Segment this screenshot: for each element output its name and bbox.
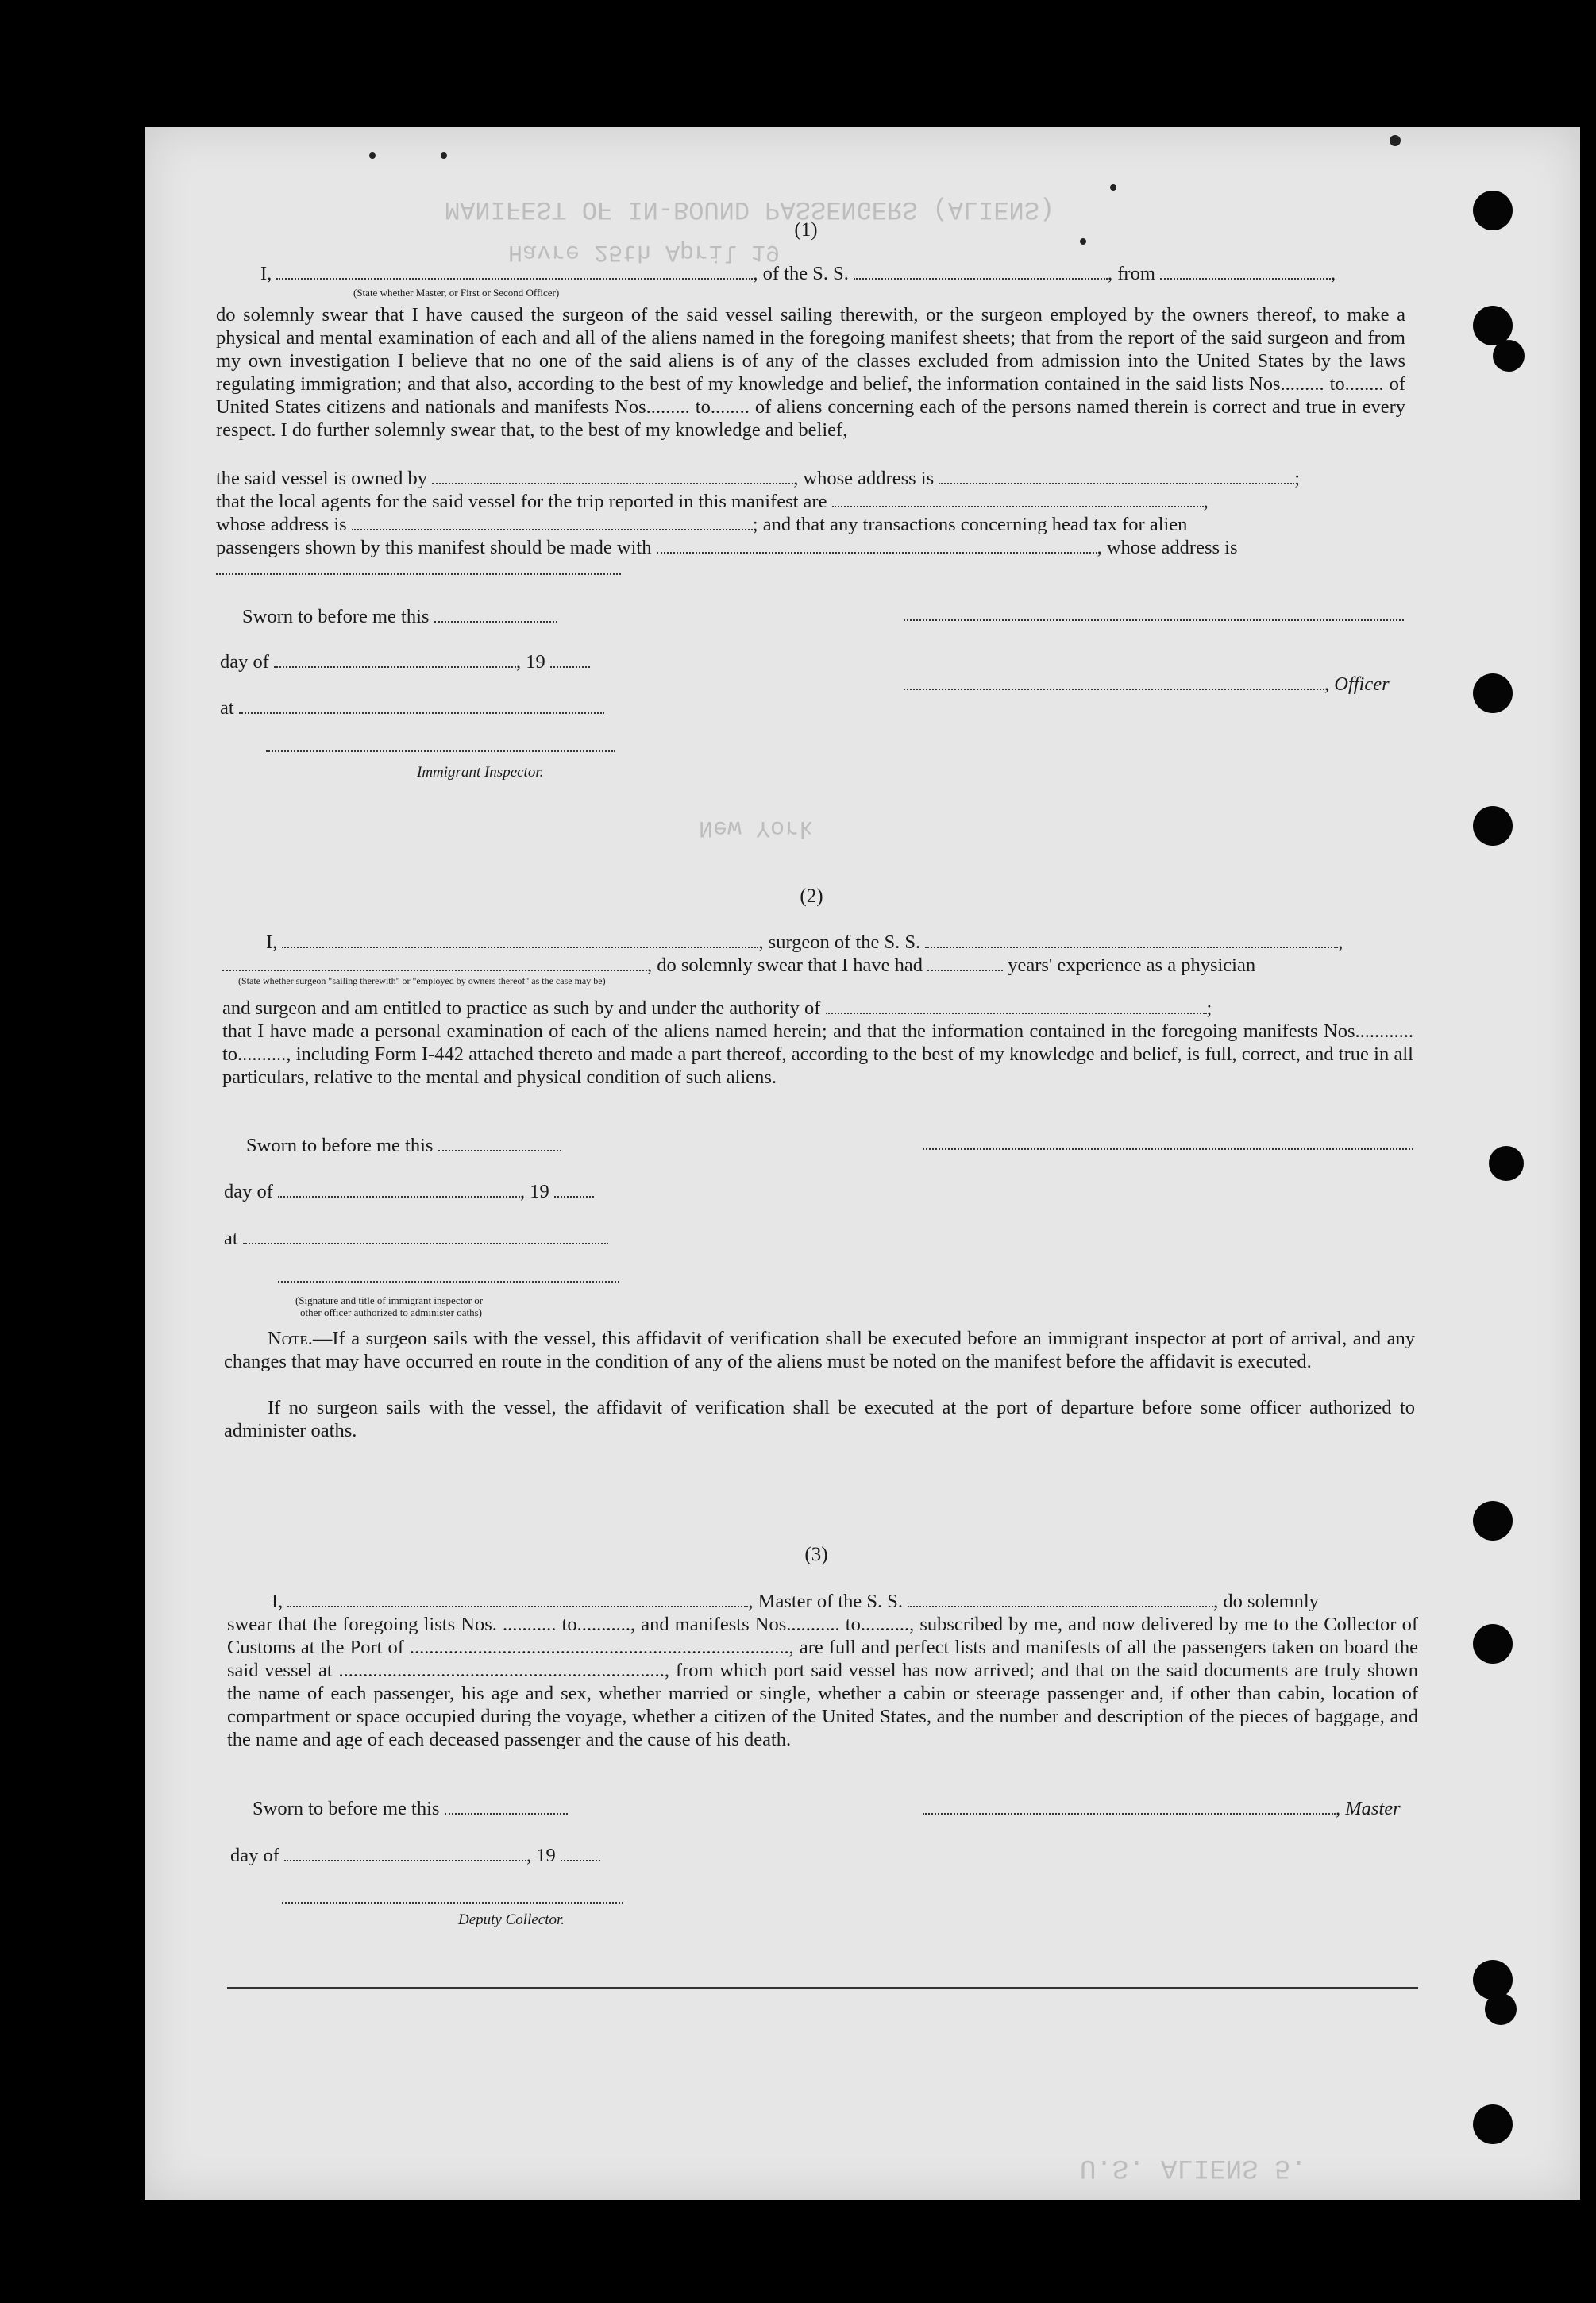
text: at (220, 697, 234, 719)
surgeon-status-field[interactable] (222, 955, 647, 971)
text: ; (1294, 468, 1301, 489)
text: the said vessel is owned by (216, 468, 428, 489)
owner-field[interactable] (432, 469, 793, 484)
text: Sworn to before me this (246, 1135, 434, 1156)
bleed-through-text: U.S. ALIENS 5. (1080, 2152, 1307, 2182)
section-3-line-1 (272, 1590, 1319, 1613)
section-2-line-2 (222, 954, 1255, 977)
master-caption: (State whether Master, or First or Second Officer) (353, 287, 560, 299)
text: , whose address is (1097, 537, 1238, 558)
text: at (224, 1228, 238, 1249)
text: , (1203, 491, 1209, 512)
section-2-body: that I have made a personal examination of each of the aliens named herein; and that the information contained in the foregoing manifests Nos............ to.........., including Form I-442 attached thereto and made a part thereof, according to the best of my knowledge and belief, is full, correct, and true in all particulars, relative to the mental and physical condition of such aliens. (222, 1020, 1413, 1088)
day-of-line-1 (220, 650, 590, 673)
month-field[interactable] (274, 652, 516, 668)
text: , 19 (526, 1845, 556, 1866)
text: years' experience as a physician (1008, 955, 1256, 976)
text: , (1338, 932, 1343, 953)
text: , 19 (520, 1181, 549, 1202)
collector-caption: Deputy Collector. (458, 1911, 565, 1928)
punch-hole (1489, 1146, 1524, 1181)
bleed-through-text: Havre 25th April 19 (508, 238, 781, 265)
month-field[interactable] (284, 1846, 526, 1861)
vessel-name-field[interactable] (925, 932, 1338, 948)
text: ; (1206, 997, 1212, 1019)
owned-by-line (216, 467, 1300, 490)
authority-line (222, 997, 1212, 1020)
signature-caption: (Signature and title of immigrant inspector or (295, 1294, 484, 1306)
text: that the local agents for the said vessel for the trip reported in this manifest are (216, 491, 827, 512)
text: , from (1108, 263, 1155, 284)
at-line-2 (224, 1227, 608, 1250)
text: day of (230, 1845, 279, 1866)
text: , Officer (1324, 673, 1390, 695)
bleed-through-text: MANIFEST OF IN-BOUND PASSENGERS (ALIENS) (445, 195, 1055, 224)
text: I, (272, 1591, 283, 1612)
punch-hole (1473, 1501, 1513, 1541)
sworn-date-field[interactable] (445, 1799, 568, 1815)
signature-field[interactable] (904, 619, 1404, 621)
sworn-date-field[interactable] (438, 1136, 561, 1152)
text: I, (260, 263, 272, 284)
text: , 19 (516, 651, 545, 673)
punch-hole (1473, 191, 1513, 230)
day-of-line-3 (230, 1844, 600, 1867)
master-signature-line (923, 1797, 1401, 1820)
inspector-caption: Immigrant Inspector. (417, 764, 544, 781)
section-2-title: (2) (800, 885, 823, 907)
section-3-body: swear that the foregoing lists Nos. ........... to..........., and manifests Nos........... to.........., subscribed by me, and now delivered by me to the Collector of Customs at the Port of .............................................................................., are full and perfect lists and manifests of all the passengers taken on board the said vessel at ..................................................................., from which port said vessel has now arrived; and that on the said documents are truly shown the name of each passenger, his age and sex, whether married or single, whether a cabin or steerage passenger and, if other than cabin, location of compartment or space occupied during the voyage, whether a citizen of the United States, and the number and description of the pieces of baggage, and the name and age of each deceased passenger and the cause of his death. (227, 1614, 1418, 1750)
text: ; and that any transactions concerning head tax for alien (752, 514, 1188, 535)
whose-address-line (216, 513, 1187, 536)
officer-signature-field[interactable] (904, 674, 1324, 690)
text: passengers shown by this manifest should be made with (216, 537, 652, 558)
text: Sworn to before me this (242, 606, 430, 627)
place-field[interactable] (243, 1229, 608, 1244)
text: , Master of the S. S. (748, 1591, 904, 1612)
master-name-field[interactable] (287, 1591, 748, 1607)
note-label: Note. (268, 1328, 313, 1349)
day-of-line-2 (224, 1180, 594, 1203)
speck (1110, 184, 1116, 191)
text: , Master (1336, 1798, 1401, 1819)
address-continuation-field[interactable] (216, 573, 621, 575)
agents-line (216, 490, 1209, 513)
punch-hole (1473, 2104, 1513, 2144)
text: Sworn to before me this (253, 1798, 440, 1819)
sworn-line-2 (246, 1134, 561, 1157)
master-name-field[interactable] (276, 264, 753, 280)
inspector-signature-field[interactable] (266, 750, 615, 752)
text: , do solemnly swear that I have had (647, 955, 923, 976)
agents-address-field[interactable] (352, 515, 753, 530)
year-field[interactable] (554, 1182, 594, 1198)
section-1-title: (1) (794, 219, 818, 241)
punch-hole (1473, 1624, 1513, 1664)
text: , surgeon of the S. S. (758, 932, 921, 953)
port-from-field[interactable] (1160, 264, 1331, 280)
surgeon-name-field[interactable] (282, 932, 758, 948)
text: whose address is (216, 514, 347, 535)
section-1-body: do solemnly swear that I have caused the surgeon of the said vessel sailing therewith, or the surgeon employed by the owners thereof, to make a physical and mental examination of each and all of the aliens named in the foregoing manifest sheets; that from the report of the said surgeon and from my own investigation I believe that no one of the said aliens is of any of the classes excluded from admission into the United States by the laws regulating immigration; and that also, according to the best of my knowledge and belief, the information contained in the said lists Nos......... to........ of United States citizens and nationals and manifests Nos......... to........ of aliens concerning each of the persons named therein is correct and true in every respect. I do further solemnly swear that, to the best of my knowledge and belief, (216, 304, 1405, 441)
text: , do solemnly (1213, 1591, 1319, 1612)
month-field[interactable] (278, 1182, 520, 1198)
agents-field[interactable] (832, 492, 1204, 507)
passengers-line (216, 536, 1238, 559)
vessel-name-field[interactable] (854, 264, 1108, 280)
year-field[interactable] (550, 652, 590, 668)
speck (1390, 135, 1401, 146)
year-field[interactable] (561, 1846, 600, 1861)
inspector-signature-field[interactable] (278, 1281, 619, 1283)
punch-hole (1473, 806, 1513, 846)
years-experience-field[interactable] (927, 955, 1003, 971)
section-3-title: (3) (804, 1544, 828, 1565)
punch-hole (1473, 673, 1513, 713)
bleed-through-text: New York (699, 814, 814, 841)
text: and surgeon and am entitled to practice as such by and under the authority of (222, 997, 821, 1019)
owner-address-field[interactable] (939, 469, 1294, 484)
place-field[interactable] (239, 698, 604, 714)
sworn-line-3 (253, 1797, 568, 1820)
text: , whose address is (793, 468, 935, 489)
bottom-rule (227, 1987, 1418, 1989)
text: I, (266, 932, 278, 953)
at-line-1 (220, 696, 604, 719)
authority-field[interactable] (826, 998, 1207, 1014)
section-2-line-1 (266, 931, 1343, 954)
vessel-name-field[interactable] (908, 1591, 1213, 1607)
surgeon-caption: (State whether surgeon "sailing therewith" or "employed by owners thereof" as the case may be) (238, 975, 606, 986)
speck (1080, 238, 1086, 245)
section-1-line-1 (260, 262, 1336, 285)
text: , (1331, 263, 1336, 284)
note-paragraph (224, 1327, 1415, 1373)
text: , of the S. S. (753, 263, 849, 284)
sworn-date-field[interactable] (434, 607, 557, 623)
surgeon-signature-field[interactable] (923, 1148, 1413, 1150)
speck (441, 152, 447, 159)
punch-hole (1485, 1993, 1517, 2025)
sworn-line-1 (242, 605, 557, 628)
text: day of (224, 1181, 273, 1202)
note-paragraph-2: If no surgeon sails with the vessel, the affidavit of verification shall be executed at the port of departure before some officer authorized to administer oaths. (224, 1397, 1415, 1441)
officer-line (904, 673, 1390, 696)
punch-hole (1493, 340, 1525, 372)
master-signature-field[interactable] (923, 1799, 1336, 1815)
note-text: —If a surgeon sails with the vessel, this affidavit of verification shall be executed before an immigrant inspector at port of arrival, and any changes that may have occurred en route in the condition of any of the aliens must be noted on the manifest before the affidavit is executed. (224, 1328, 1415, 1372)
signature-caption: other officer authorized to administer oaths) (300, 1306, 482, 1318)
collector-signature-field[interactable] (282, 1902, 623, 1904)
speck (369, 152, 376, 159)
text: day of (220, 651, 269, 673)
head-tax-agent-field[interactable] (657, 538, 1097, 554)
